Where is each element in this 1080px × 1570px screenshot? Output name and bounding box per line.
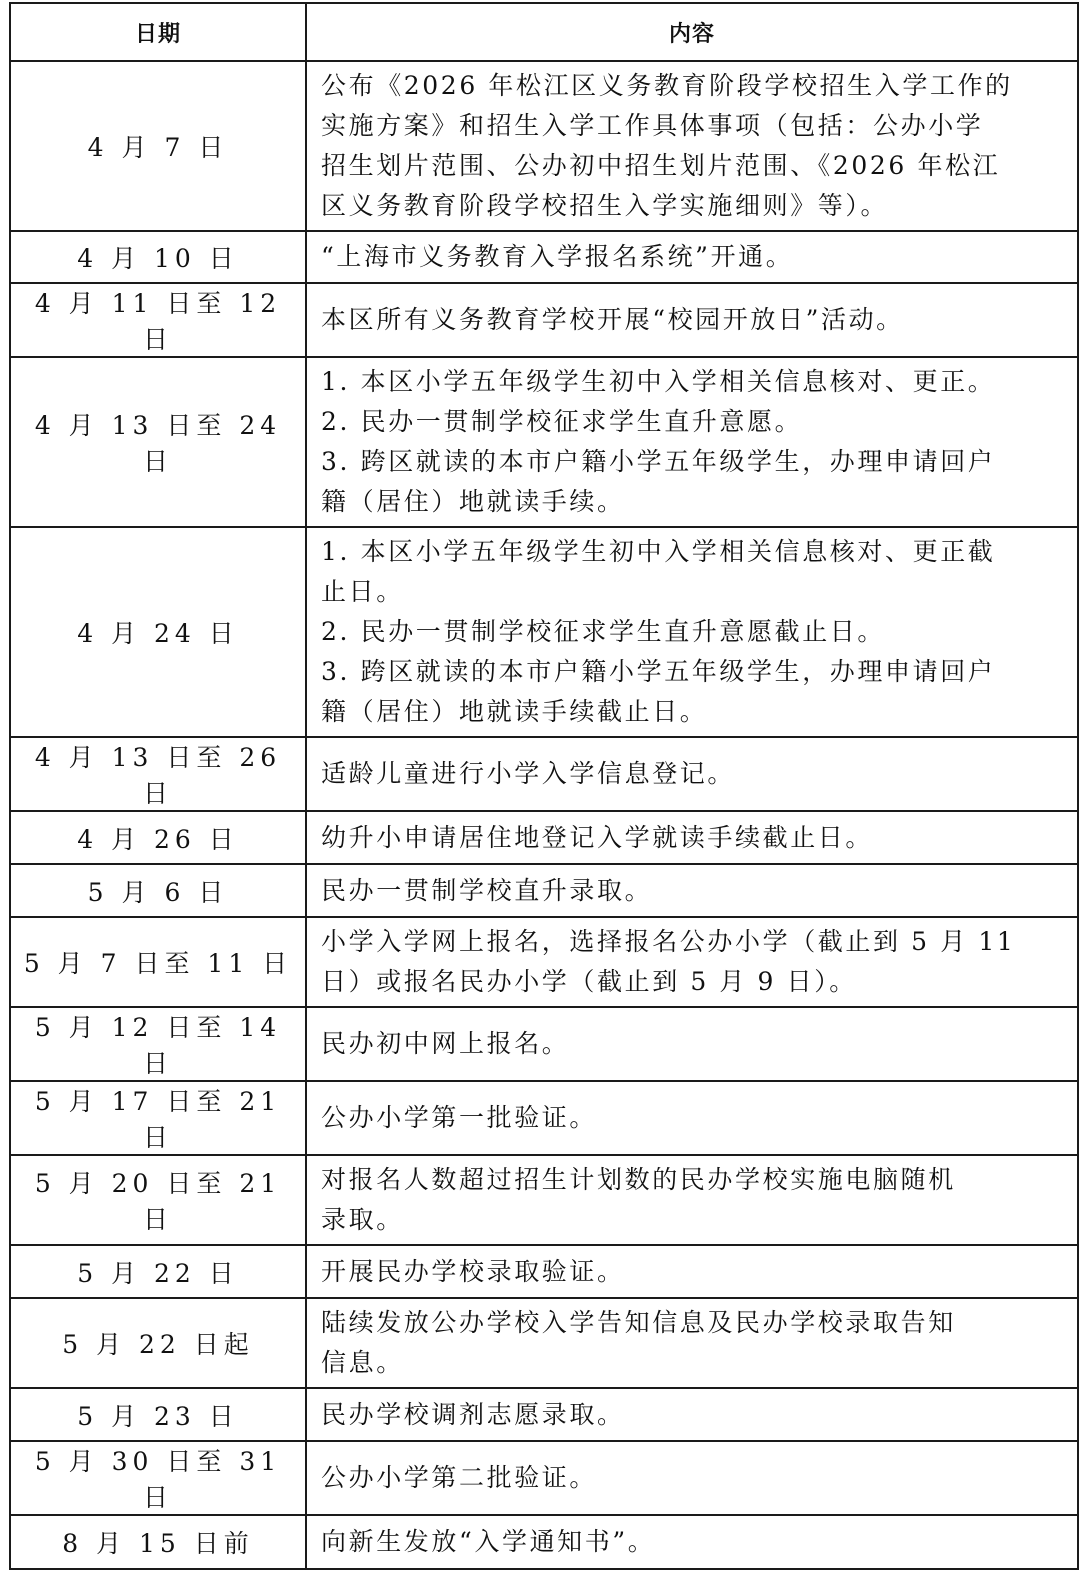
content-cell <box>306 231 1078 283</box>
table-row <box>10 231 1078 283</box>
content-cell <box>306 1515 1078 1569</box>
content-cell <box>306 1081 1078 1155</box>
content-line: 民办一贯制学校直升录取。 <box>321 875 653 905</box>
table-row <box>10 917 1078 1007</box>
date-cell: 4 月 10 日 <box>10 231 306 283</box>
table-body <box>10 61 1078 1569</box>
date-cell: 5 月 12 日至 14 日 <box>10 1007 306 1081</box>
table-header-row <box>10 3 1078 61</box>
table-row <box>10 283 1078 357</box>
content-cell <box>306 1245 1078 1298</box>
date-cell: 5 月 23 日 <box>10 1388 306 1441</box>
table-row <box>10 1298 1078 1388</box>
content-line: 3. 跨区就读的本市户籍小学五年级学生，办理申请回户 <box>321 657 996 686</box>
table-row <box>10 1155 1078 1245</box>
content-line: 幼升小申请居住地登记入学就读手续截止日。 <box>321 822 874 852</box>
table-row <box>10 737 1078 811</box>
content-line: 公办小学第一批验证。 <box>321 1103 598 1132</box>
table-row <box>10 1007 1078 1081</box>
date-cell: 5 月 22 日 <box>10 1245 306 1298</box>
content-cell <box>306 527 1078 737</box>
table-row <box>10 864 1078 917</box>
content-line: 区义务教育阶段学校招生入学实施细则》等）。 <box>321 191 889 220</box>
table-row <box>10 61 1078 231</box>
table-row <box>10 1441 1078 1515</box>
content-line: 日）或报名民办小学（截止到 5 月 9 日）。 <box>321 967 857 996</box>
content-line: 公办小学第二批验证。 <box>321 1463 598 1492</box>
content-cell <box>306 811 1078 864</box>
table-row <box>10 1245 1078 1298</box>
content-line: 民办初中网上报名。 <box>321 1029 570 1058</box>
content-line: 止日。 <box>321 577 404 606</box>
content-cell <box>306 61 1078 231</box>
table-row <box>10 357 1078 527</box>
content-cell <box>306 737 1078 811</box>
enrollment-schedule-table <box>9 2 1079 1570</box>
date-cell: 4 月 24 日 <box>10 527 306 737</box>
date-cell: 4 月 13 日至 26 日 <box>10 737 306 811</box>
content-line: 1. 本区小学五年级学生初中入学相关信息核对、更正截 <box>321 537 996 566</box>
content-line: 对报名人数超过招生计划数的民办学校实施电脑随机 <box>321 1165 956 1194</box>
table-row <box>10 1388 1078 1441</box>
content-line: 籍（居住）地就读手续截止日。 <box>321 697 708 726</box>
date-cell: 5 月 6 日 <box>10 864 306 917</box>
date-cell: 5 月 7 日至 11 日 <box>10 917 306 1007</box>
content-line: 2. 民办一贯制学校征求学生直升意愿截止日。 <box>321 617 886 646</box>
table-row <box>10 811 1078 864</box>
table-row <box>10 527 1078 737</box>
content-cell <box>306 1441 1078 1515</box>
date-cell: 4 月 7 日 <box>10 61 306 231</box>
content-line: 公布《2026 年松江区义务教育阶段学校招生入学工作的 <box>321 71 1013 100</box>
content-line: 本区所有义务教育学校开展“校园开放日”活动。 <box>321 305 904 334</box>
content-line: 适龄儿童进行小学入学信息登记。 <box>321 759 736 788</box>
content-line: 3. 跨区就读的本市户籍小学五年级学生，办理申请回户 <box>321 447 996 476</box>
content-line: 向新生发放“入学通知书”。 <box>321 1527 656 1556</box>
date-cell: 5 月 20 日至 21 日 <box>10 1155 306 1245</box>
content-cell <box>306 357 1078 527</box>
content-cell <box>306 283 1078 357</box>
date-cell: 4 月 26 日 <box>10 811 306 864</box>
content-line: 2. 民办一贯制学校征求学生直升意愿。 <box>321 407 803 436</box>
content-line: 开展民办学校录取验证。 <box>321 1256 625 1286</box>
date-column-header: 日期 <box>10 3 306 61</box>
content-line: 信息。 <box>321 1348 404 1377</box>
content-cell <box>306 1298 1078 1388</box>
content-line: 陆续发放公办学校入学告知信息及民办学校录取告知 <box>321 1308 956 1337</box>
date-cell: 5 月 22 日起 <box>10 1298 306 1388</box>
content-cell <box>306 1388 1078 1441</box>
content-line: 1. 本区小学五年级学生初中入学相关信息核对、更正。 <box>321 367 996 396</box>
content-cell <box>306 917 1078 1007</box>
date-cell: 4 月 11 日至 12 日 <box>10 283 306 357</box>
content-column-header: 内容 <box>306 3 1078 61</box>
table-row <box>10 1515 1078 1569</box>
date-cell: 8 月 15 日前 <box>10 1515 306 1569</box>
content-cell <box>306 1155 1078 1245</box>
content-line: 籍（居住）地就读手续。 <box>321 487 625 516</box>
date-cell: 4 月 13 日至 24 日 <box>10 357 306 527</box>
content-line: “上海市义务教育入学报名系统”开通。 <box>321 242 794 271</box>
content-cell <box>306 864 1078 917</box>
content-line: 实施方案》和招生入学工作具体事项（包括：公办小学 <box>321 111 984 140</box>
content-line: 招生划片范围、公办初中招生划片范围、《2026 年松江 <box>321 151 1001 180</box>
date-cell: 5 月 30 日至 31 日 <box>10 1441 306 1515</box>
content-line: 录取。 <box>321 1205 404 1234</box>
date-cell: 5 月 17 日至 21 日 <box>10 1081 306 1155</box>
content-line: 民办学校调剂志愿录取。 <box>321 1399 625 1429</box>
content-cell <box>306 1007 1078 1081</box>
content-line: 小学入学网上报名，选择报名公办小学（截止到 5 月 11 <box>321 927 1016 956</box>
table-row <box>10 1081 1078 1155</box>
